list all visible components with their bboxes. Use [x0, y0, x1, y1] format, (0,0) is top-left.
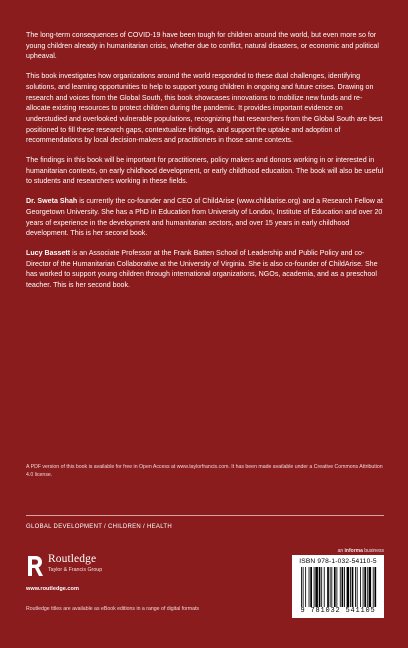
barcode-bar: [369, 567, 372, 607]
barcode-bar: [305, 567, 306, 607]
publisher-logo: [26, 553, 166, 583]
publisher-name: Routledge: [48, 553, 97, 565]
barcode-bar: [340, 567, 341, 607]
barcode-bar: [336, 567, 337, 607]
barcode-bar: [319, 567, 321, 607]
author-1-bio: is currently the co-founder and CEO of ChildArise (www.childarise.org) and a Research Fellow at Georgetown University. She has a PhD in Education from University of London, Institute of Education and over 20 years of experience in the development and humanitarian sectors, and over 15 years in early childhood development. This is her second book.: [26, 197, 383, 238]
barcode-bar: [367, 567, 368, 607]
barcode-bar: [360, 567, 361, 607]
barcode-bar: [324, 567, 325, 607]
open-access-note: A PDF version of this book is available for free in Open Access at www.taylorfrancis.com. It has been made available under a Creative Commons Attribution 4.0 license.: [26, 464, 383, 478]
barcode-bar: [373, 567, 374, 607]
author-bio-1: [26, 196, 384, 239]
barcode-bar: [327, 567, 329, 607]
barcode-bar: [344, 567, 345, 607]
barcode-bar: [350, 567, 351, 607]
barcode-bar: [363, 567, 364, 607]
barcode-bar: [314, 567, 315, 607]
informa-brand: informa: [344, 548, 363, 554]
barcode-bar: [309, 567, 310, 607]
routledge-r-icon: [26, 555, 44, 577]
barcode-bar: [321, 567, 322, 607]
blurb-paragraph-2: This book investigates how organizations around the world responded to these dual challenges, identifying solutions, and learning opportunities to help to support young children in ongoing and future crises. Drawing on research and voices from the Global South, this book showcases innovations to mobilize new funds and re-allocate existing resources to protect children during the pandemic. It provides important evidence on understudied and overlooked vulnerable populations, recognizing that researchers from the Global South are best positioned to fill these research gaps, contextualize findings, and support the uptake and adoption of recommendations by local decision-makers and practitioners in those same contexts.: [26, 72, 383, 145]
barcode-bar: [301, 567, 302, 607]
barcode-bar: [342, 567, 344, 607]
informa-business-label: [294, 548, 384, 554]
barcode-bar: [315, 567, 318, 607]
barcode-image: [301, 567, 377, 607]
author-2-bio: is an Associate Professor at the Frank Batten School of Leadership and Public Policy and co-Director of the Humanitarian Collaborative at the University of Virginia. She is also co-founder of ChildArise. She has worked to support young children through international organizations, NGOs, academia, and as a preschool teacher. This is her second book.: [26, 248, 378, 290]
subject-categories: GLOBAL DEVELOPMENT / CHILDREN / HEALTH: [26, 524, 172, 530]
barcode-bar: [364, 567, 366, 607]
author-2-name: Lucy Bassett: [26, 248, 71, 257]
barcode-bar: [331, 567, 332, 607]
barcode-bar: [334, 567, 336, 607]
publisher-group: Taylor & Francis Group: [48, 567, 103, 573]
blurb-paragraph-1: The long-term consequences of COVID-19 have been tough for children around the world, but even more so for young children already in humanitarian crisis, whether due to conflict, natural disasters, or economic and political upheaval.: [26, 31, 379, 61]
informa-suffix: business: [362, 548, 384, 554]
isbn-label: ISBN 978-1-032-54110-5: [299, 558, 377, 565]
barcode-number: 9 781032 541105: [300, 607, 376, 615]
barcode-bar: [347, 567, 350, 607]
barcode-bar: [303, 567, 304, 607]
blurb-paragraph-3: The findings in this book will be important for practitioners, policy makers and donors working in or interested in humanitarian contexts, on early childhood development, or early childhood education. The book will also be useful to students and researchers working in these fields.: [26, 156, 384, 186]
ebook-note: Routledge titles are available as eBook editions in a range of digital formats: [26, 606, 200, 612]
barcode-bar: [310, 567, 312, 607]
barcode-bar: [352, 567, 354, 607]
barcode-bar: [355, 567, 356, 607]
cover-blurb: [26, 30, 384, 300]
author-bio-2: [26, 248, 384, 291]
author-1-name: Dr. Sweta Shah: [26, 197, 78, 206]
publisher-website: www.routledge.com: [26, 586, 79, 592]
barcode-bar: [374, 567, 376, 607]
barcode-bar: [330, 567, 331, 607]
barcode-bar: [357, 567, 358, 607]
informa-prefix: an: [337, 548, 345, 554]
barcode-panel: [292, 555, 384, 618]
divider: [26, 515, 384, 516]
